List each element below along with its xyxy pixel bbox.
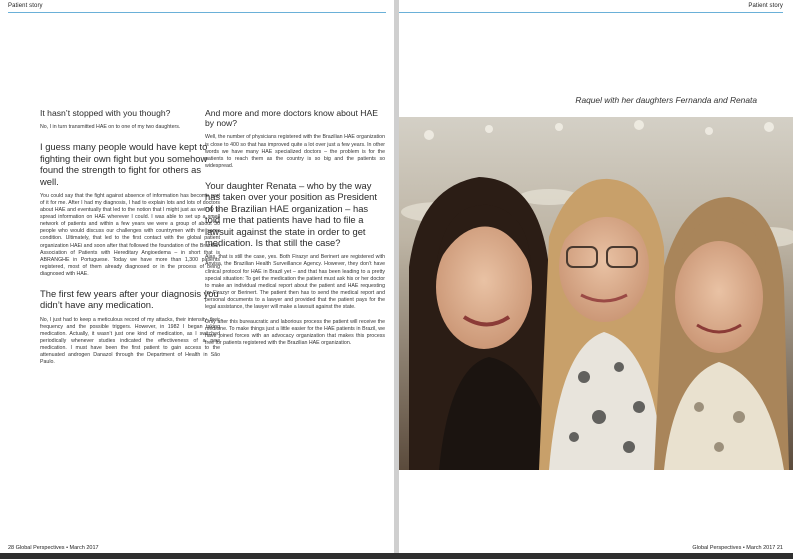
interview-answer: Only after this bureaucratic and laborious process the patient will receive the medicine. To make things just a little easier for the HAE patients in Brazil, we have joined forces with an advocacy organization that makes this process free for patients registered with the Brazilian HAE organization. (205, 319, 385, 347)
interview-question: It hasn’t stopped with you though? (40, 108, 171, 118)
interview-answer: Alas, that is still the case, yes. Both Firazyr and Berinert are registered with Anvisa, the Brazilian Health Surveillance Agency. However, they don’t have clinical protocol for HAE in Brazil yet – and that has been leading to a pretty special situation: To get the medication the patient must ask his or her doctor to make an individual medical report about the patient and HAE requesting for Firazyr or Berinert. The patient then has to send the medical report and personal documents to a lawyer and provided that the patient pays for the legal assistance, the lawyer will make a lawsuit against the state. (205, 254, 385, 310)
header-rule (399, 12, 783, 13)
interview-question: Your daughter Renata – who by the way has taken over your position as President of the Brazilian HAE organization – has told me that patients have had to file a lawsuit against the state in order to get medication. Is that still the case? (205, 179, 377, 248)
person-fernanda (409, 177, 559, 470)
header-rule (8, 12, 386, 13)
interview-answer: No, I just had to keep a meticulous record of my attacks, their intensity, their frequency and the possible triggers. However, in 1982 I began taking medication. Actually, it wasn’t just one kind of medication, as I switched periodically whenever studies indicated the effectiveness of a new medication. I must have been the first patient to gain access to the attenuated androgen Danazol through the Department of Health in São Paulo. (40, 316, 220, 366)
interview-question: I guess many people would have kept to fighting their own fight but you somehow found the strength to fight for others as well. (40, 141, 208, 187)
page-footer: Global Perspectives • March 2017 21 (692, 545, 783, 551)
article-column-left (40, 108, 220, 375)
family-photo (399, 117, 793, 470)
page-footer: 28 Global Perspectives • March 2017 (8, 545, 99, 551)
photo-caption: Raquel with her daughters Fernanda and Renata (575, 95, 757, 105)
person-raquel (539, 179, 669, 470)
right-page (399, 0, 793, 553)
left-page (0, 0, 394, 553)
interview-question: The first few years after your diagnosis you didn’t have any medication. (40, 288, 219, 311)
interview-answer: You could say that the fight against absence of information has become part of it for me. After I had my diagnosis, I had to explain lots and lots of doctors about HAE and eventually that led to the notion that I might just as well try to spread information on HAE wherever I could. I was able to set up a small network of patients and within a few years we were a group of about 30 people who would discuss our challenges with countrymen with the same condition. Ultimately, that led to the first contact with the global patient organization HAEi and soon after that followed the foundation of the Brazilian Association of Patients with Hereditary Angioedema – in short that is ABRANGHE in Portuguese. Today we have more than 1,300 patients registered, most of them already diagnosed or in the process of being diagnosed with HAE. (40, 192, 220, 277)
interview-answer: No, I in turn transmitted HAE on to one of my two daughters. (40, 124, 181, 131)
interview-answer: Well, the number of physicians registered with the Brazilian HAE organization is close to 400 so that has improved quite a lot over just a few years. In other words we have many HAE specialized doctors – the problem is for the patients to reach them as the country is so big and the patients so widespread. (205, 134, 385, 169)
section-label: Patient story (8, 3, 43, 9)
interview-question: And more and more doctors know about HAE by now? (205, 108, 378, 129)
article-column-right (205, 108, 385, 355)
section-label: Patient story (748, 3, 783, 9)
bottom-strip (0, 553, 793, 559)
